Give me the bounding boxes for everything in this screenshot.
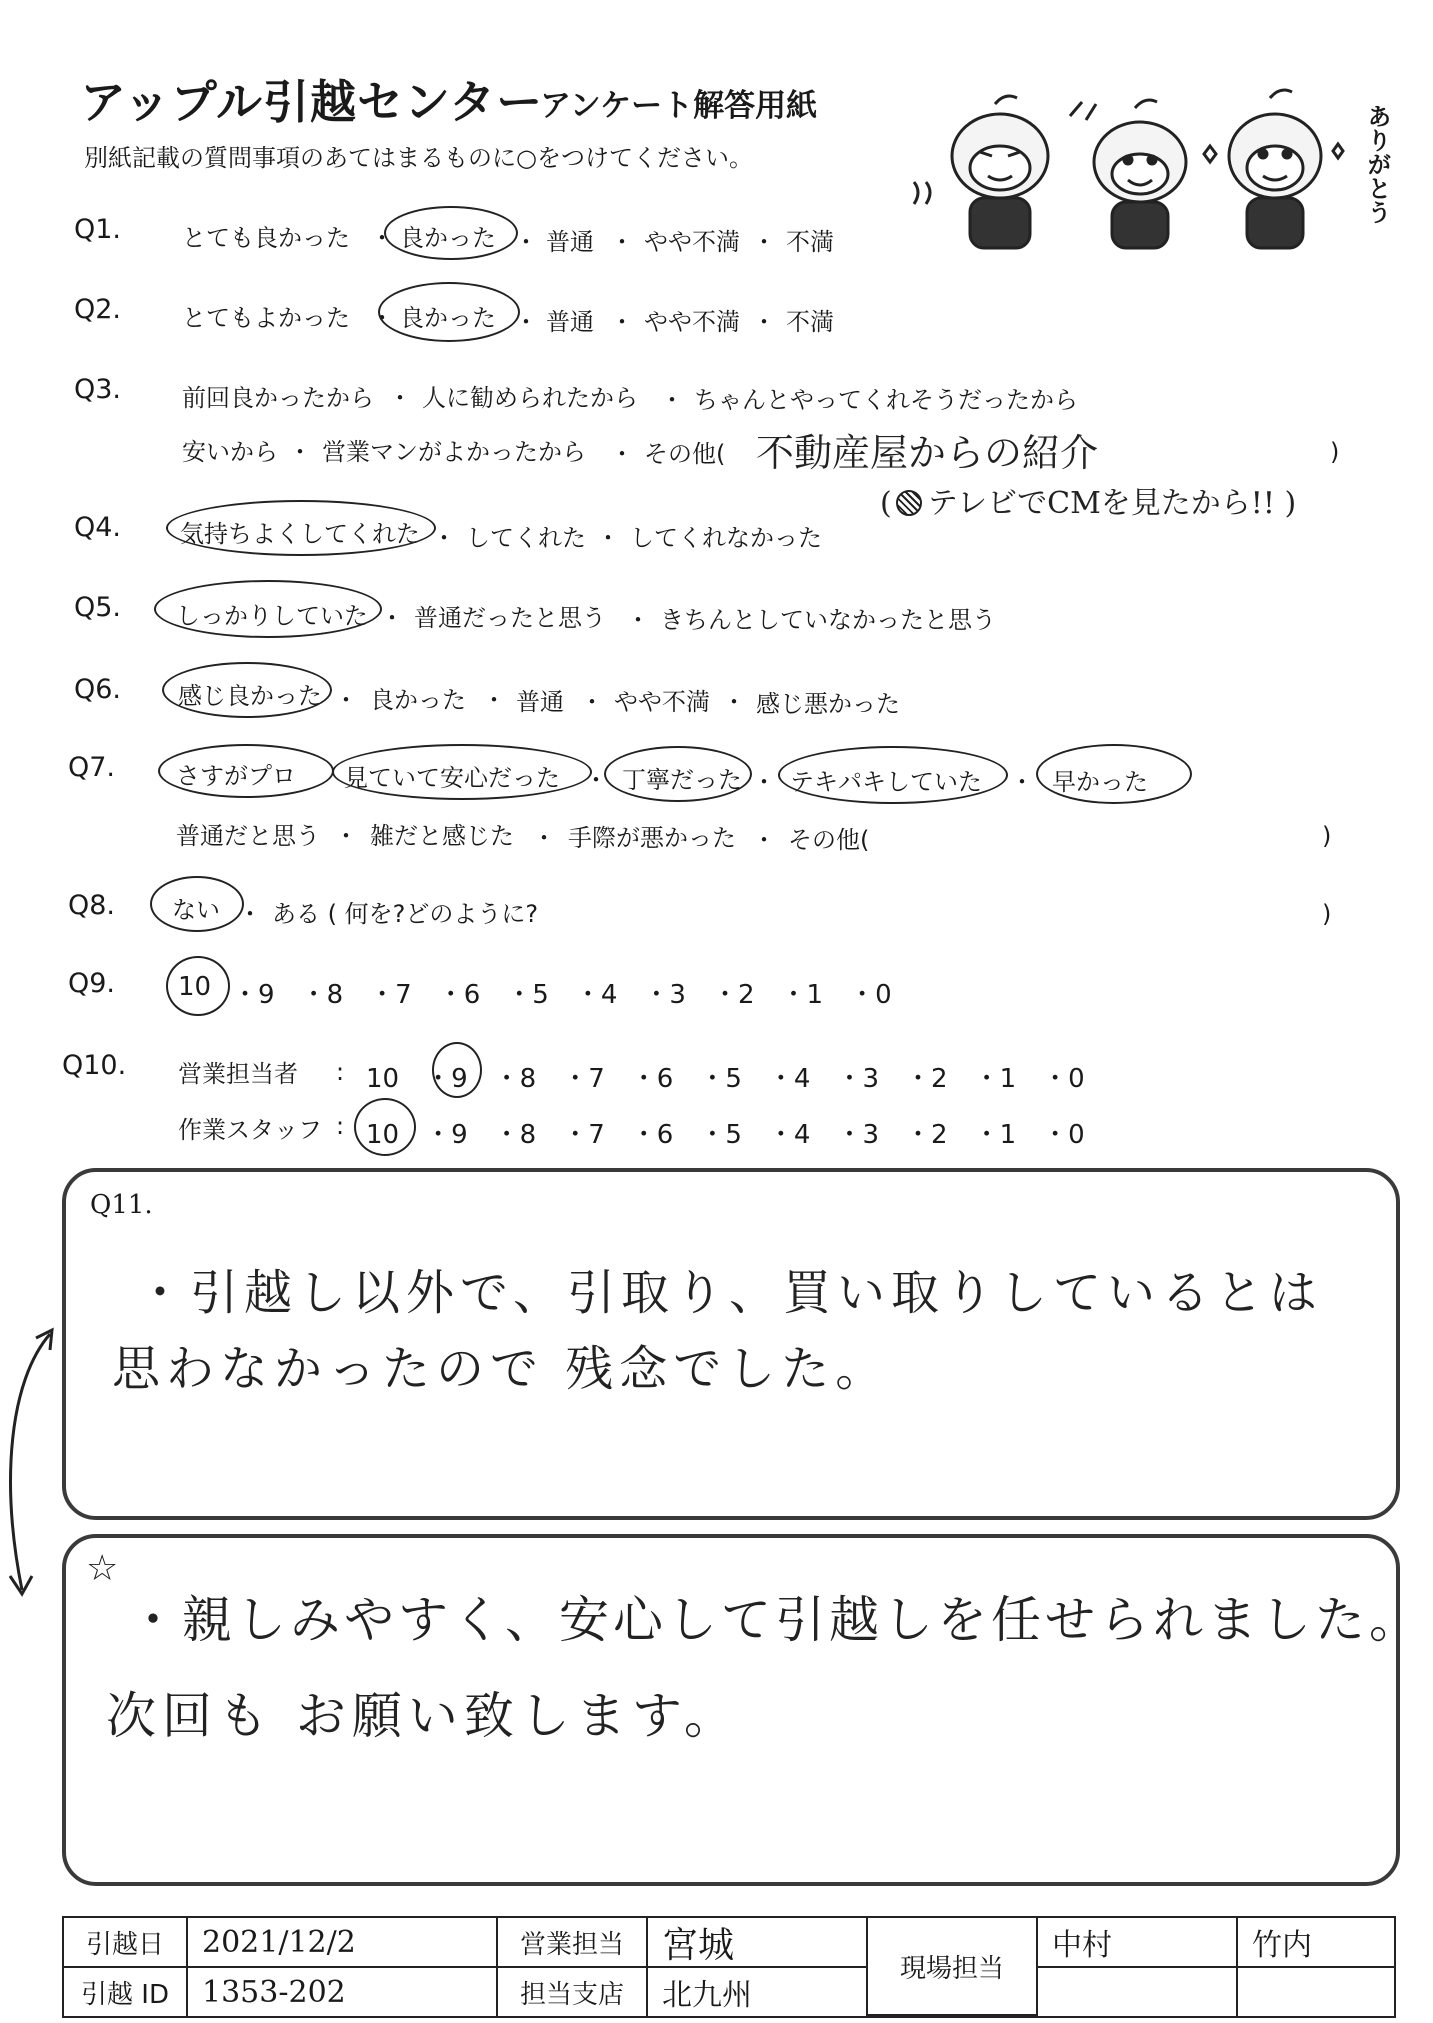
q7-option-other[interactable]: その他( xyxy=(788,826,870,854)
q2-option-4[interactable]: やや不満 xyxy=(644,308,740,336)
q2-option-2[interactable]: 良かった xyxy=(400,304,496,332)
q8-label: Q8. xyxy=(68,890,116,921)
separator-dot: ・ xyxy=(722,688,746,716)
q9-label: Q9. xyxy=(68,968,116,999)
separator-dot: ・ xyxy=(238,900,262,928)
q9-scale-rest: ・9 ・8 ・7 ・6 ・5 ・4 ・3 ・2 ・1 ・0 xyxy=(232,980,892,1010)
branch-label: 担当支店 xyxy=(498,1968,648,2016)
q6-option-3[interactable]: 普通 xyxy=(516,688,564,716)
q4-label: Q4. xyxy=(74,512,122,543)
separator-dot: ・ xyxy=(334,822,358,850)
separator-dot: ・ xyxy=(1010,768,1034,796)
q10-sales-label: 営業担当者 xyxy=(178,1060,298,1088)
separator-dot: ・ xyxy=(752,308,776,336)
q5-option-2[interactable]: 普通だったと思う xyxy=(414,604,606,632)
q3-note-text: テレビでCMを見たから!! xyxy=(927,486,1275,521)
selection-circle xyxy=(166,500,436,556)
branch-value: 北九州 xyxy=(648,1968,868,2016)
selection-circle xyxy=(604,746,752,802)
q3-label: Q3. xyxy=(74,374,122,405)
q7-option-1[interactable]: さすがプロ xyxy=(176,762,296,790)
q6-label: Q6. xyxy=(74,674,122,705)
move-id-label: 引越 ID xyxy=(64,1968,188,2016)
move-date-label: 引越日 xyxy=(64,1918,188,1968)
selection-circle xyxy=(166,956,230,1016)
move-id-value: 1353-202 xyxy=(188,1968,498,2016)
q11-label: Q11. xyxy=(90,1190,153,1220)
separator-dot: ・ xyxy=(610,228,634,256)
q8-close-paren: ) xyxy=(1322,900,1332,928)
q10-label: Q10. xyxy=(62,1050,127,1081)
scribble-icon xyxy=(896,490,922,516)
star-handwritten-line2: 次回も お願い致します。 xyxy=(106,1687,740,1745)
separator-dot: ・ xyxy=(626,606,650,634)
q2-option-3[interactable]: 普通 xyxy=(546,308,594,336)
q2-option-1[interactable]: とてもよかった xyxy=(182,304,350,332)
site-rep-value-2: 竹内 xyxy=(1238,1918,1394,1968)
separator-dot: ・ xyxy=(752,826,776,854)
q6-option-1[interactable]: 感じ良かった xyxy=(178,682,322,710)
q7-option-4[interactable]: テキパキしていた xyxy=(790,768,982,796)
q10-sales-scale: 10 ・9 ・8 ・7 ・6 ・5 ・4 ・3 ・2 ・1 ・0 xyxy=(366,1064,1085,1094)
separator-dot: ・ xyxy=(482,686,506,714)
form-subtitle: アンケート解答用紙 xyxy=(540,88,818,124)
q1-option-4[interactable]: やや不満 xyxy=(644,228,740,256)
mascot-caption: ありがとう xyxy=(1363,104,1391,224)
q6-option-5[interactable]: 感じ悪かった xyxy=(756,690,900,718)
selection-circle xyxy=(378,282,520,342)
q7-close-paren: ) xyxy=(1322,822,1332,850)
q3-close-paren: ) xyxy=(1330,438,1340,466)
separator-dot: ・ xyxy=(752,228,776,256)
separator-dot: ・ xyxy=(596,524,620,552)
separator-dot: ・ xyxy=(580,688,604,716)
selection-circle xyxy=(154,580,382,638)
q1-option-3[interactable]: 普通 xyxy=(546,228,594,256)
site-rep-value-1: 中村 xyxy=(1038,1918,1238,1968)
q3-option-2[interactable]: 人に勧められたから xyxy=(422,384,638,412)
q10-colon: : xyxy=(336,1112,345,1140)
q4-option-1[interactable]: 気持ちよくしてくれた xyxy=(180,520,420,548)
separator-dot: ・ xyxy=(432,524,456,552)
q7-option-5[interactable]: 早かった xyxy=(1052,768,1148,796)
q7-option-3[interactable]: 丁寧だった xyxy=(622,766,742,794)
q6-option-4[interactable]: やや不満 xyxy=(614,688,710,716)
separator-dot: ・ xyxy=(584,766,608,794)
star-handwritten-line1: ・親しみやすく、安心して引越しを任せられました。 xyxy=(128,1591,1423,1649)
q10-staff-label: 作業スタッフ xyxy=(178,1116,322,1144)
q3-option-5[interactable]: 営業マンがよかったから xyxy=(322,438,586,466)
selection-circle xyxy=(332,744,592,800)
q2-label: Q2. xyxy=(74,294,122,325)
q3-other-handwritten: 不動産屋からの紹介 xyxy=(756,431,1099,475)
separator-dot: ・ xyxy=(532,824,556,852)
q11-handwritten-line2: 思わなかったので 残念でした。 xyxy=(112,1341,890,1397)
selection-circle xyxy=(384,206,518,260)
selection-circle xyxy=(158,744,334,798)
site-rep-label: 現場担当 xyxy=(868,1918,1038,2016)
q4-option-3[interactable]: してくれなかった xyxy=(630,524,822,552)
selection-circle xyxy=(432,1042,482,1098)
separator-dot: ・ xyxy=(514,308,538,336)
q8-option-1[interactable]: ない xyxy=(172,896,220,924)
q5-option-1[interactable]: しっかりしていた xyxy=(176,602,368,630)
q1-label: Q1. xyxy=(74,214,122,245)
q1-option-2[interactable]: 良かった xyxy=(400,224,496,252)
q2-option-5[interactable]: 不満 xyxy=(786,308,834,336)
q3-handwritten-note: ( テレビでCMを見たから!! ) xyxy=(880,486,1297,521)
separator-dot: ・ xyxy=(288,438,312,466)
footer-info-table xyxy=(62,1916,1396,2018)
separator-dot: ・ xyxy=(660,386,684,414)
q1-option-5[interactable]: 不満 xyxy=(786,228,834,256)
q7-option-8[interactable]: 手際が悪かった xyxy=(568,824,736,852)
selection-circle xyxy=(354,1098,416,1156)
q8-option-2[interactable]: ある ( 何を?どのように? xyxy=(272,900,539,928)
q10-staff-scale: 10 ・9 ・8 ・7 ・6 ・5 ・4 ・3 ・2 ・1 ・0 xyxy=(366,1120,1085,1150)
q3-option-4[interactable]: 安いから xyxy=(182,438,278,466)
q7-option-6[interactable]: 普通だと思う xyxy=(176,822,320,850)
q7-option-2[interactable]: 見ていて安心だった xyxy=(344,764,560,792)
separator-dot: ・ xyxy=(334,686,358,714)
q11-handwritten-line1: ・引越し以外で、引取り、買い取りしているとは xyxy=(136,1265,1324,1321)
q3-option-other[interactable]: その他( xyxy=(644,440,726,468)
separator-dot: ・ xyxy=(610,308,634,336)
separator-dot: ・ xyxy=(370,224,394,252)
selection-circle xyxy=(778,746,1008,804)
q6-option-2[interactable]: 良かった xyxy=(370,686,466,714)
double-arrow-icon xyxy=(0,1320,70,1610)
selection-circle xyxy=(1036,744,1192,804)
separator-dot: ・ xyxy=(514,228,538,256)
separator-dot: ・ xyxy=(752,768,776,796)
selection-circle xyxy=(150,876,244,932)
star-icon: ☆ xyxy=(86,1548,119,1589)
separator-dot: ・ xyxy=(388,384,412,412)
move-date-value: 2021/12/2 xyxy=(188,1918,498,1968)
q10-colon: : xyxy=(336,1058,345,1086)
q4-option-2[interactable]: してくれた xyxy=(466,524,586,552)
separator-dot: ・ xyxy=(610,440,634,468)
q7-option-7[interactable]: 雑だと感じた xyxy=(370,822,514,850)
instruction-text: 別紙記載の質問事項のあてはまるものに○をつけてください。 xyxy=(84,144,753,172)
q3-option-1[interactable]: 前回良かったから xyxy=(182,384,374,412)
q1-option-1[interactable]: とても良かった xyxy=(182,224,350,252)
separator-dot: ・ xyxy=(380,604,404,632)
q3-option-3[interactable]: ちゃんとやってくれそうだったから xyxy=(694,386,1078,414)
q7-label: Q7. xyxy=(68,752,116,783)
q5-option-3[interactable]: きちんとしていなかったと思う xyxy=(660,606,996,634)
q5-label: Q5. xyxy=(74,592,122,623)
site-rep-empty-2 xyxy=(1238,1968,1394,2016)
q9-score-10[interactable]: 10 xyxy=(178,972,212,1002)
sales-rep-value: 宮城 xyxy=(648,1918,868,1968)
site-rep-empty-1 xyxy=(1038,1968,1238,2016)
sales-rep-label: 営業担当 xyxy=(498,1918,648,1968)
selection-circle xyxy=(162,662,332,718)
separator-dot: ・ xyxy=(370,304,394,332)
form-title: アップル引越センター xyxy=(80,75,544,129)
mascot-illustration xyxy=(900,86,1380,266)
